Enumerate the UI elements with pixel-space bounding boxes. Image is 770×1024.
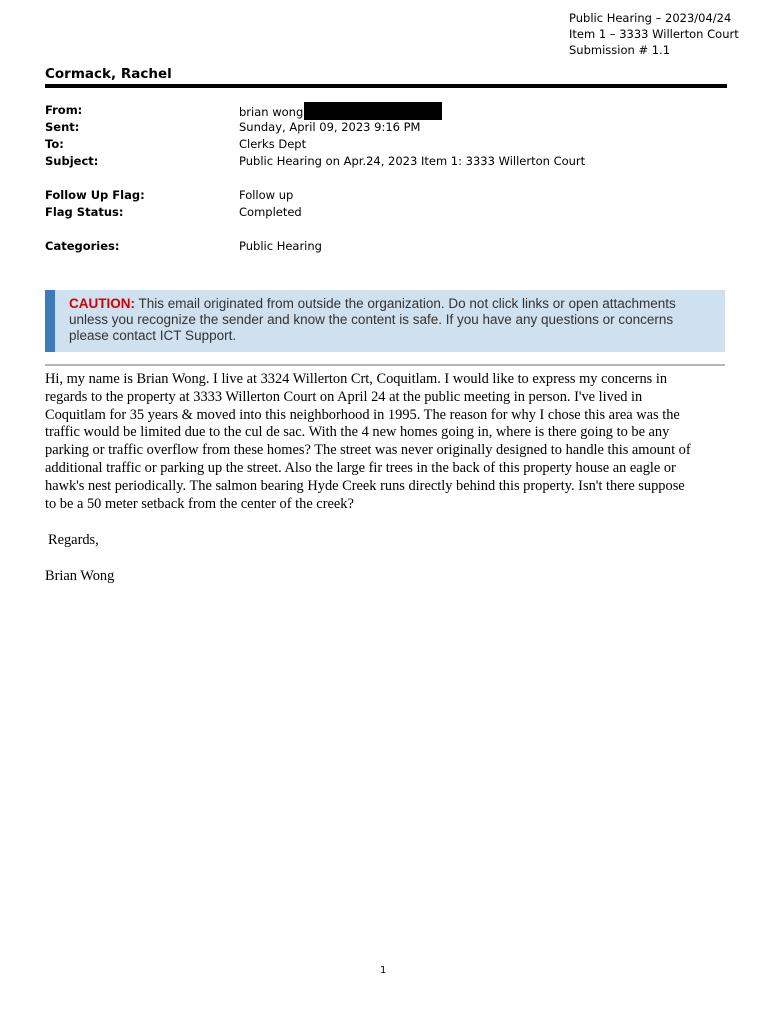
body-line: additional traffic or parking up the street. Also the large fir trees in the back of this property house an eagle or — [45, 459, 676, 476]
stamp-line-item: Item 1 – 3333 Willerton Court — [569, 27, 739, 41]
sent-row — [45, 119, 735, 136]
categories-value: Public Hearing — [239, 239, 322, 253]
header-gap — [45, 221, 735, 238]
submission-stamp — [569, 10, 739, 58]
email-headers — [45, 102, 735, 255]
page-number: 1 — [380, 965, 387, 976]
redacted-email-block — [304, 102, 442, 120]
sent-label: Sent: — [45, 120, 80, 134]
body-line: Hi, my name is Brian Wong. I live at 3324 Willerton Crt, Coquitlam. I would like to express my concerns in — [45, 371, 668, 387]
subject-row — [45, 153, 735, 170]
body-line: regards to the property at 3333 Willerton Court on April 24 at the public meeting in person. I've lived in — [45, 388, 643, 405]
signature-name: Brian Wong — [45, 568, 115, 584]
to-label: To: — [45, 137, 64, 151]
email-body — [45, 371, 735, 513]
caution-text — [69, 296, 709, 344]
caution-line-1 — [69, 296, 709, 312]
stamp-line-submission: Submission # 1.1 — [569, 43, 671, 57]
closing-regards: Regards, — [48, 532, 99, 548]
categories-row — [45, 238, 735, 255]
from-row — [45, 102, 735, 119]
to-row — [45, 136, 735, 153]
to-value: Clerks Dept — [239, 137, 307, 151]
flag-status-row — [45, 204, 735, 221]
body-line: traffic would be limited due to the cul de sac. With the 4 new homes going in, where is there going to be any — [45, 424, 670, 441]
sent-value: Sunday, April 09, 2023 9:16 PM — [239, 120, 421, 134]
caution-title: CAUTION: — [69, 296, 135, 311]
follow-up-flag-row — [45, 187, 735, 204]
categories-label: Categories: — [45, 239, 120, 253]
caution-accent-bar — [45, 290, 55, 352]
body-line: hawk's nest periodically. The salmon bearing Hyde Creek runs directly behind this property. Isn't there suppose — [45, 477, 685, 494]
header-gap — [45, 170, 735, 187]
follow-up-flag-label: Follow Up Flag: — [45, 188, 145, 202]
header-divider — [45, 84, 727, 88]
mailbox-owner-name: Cormack, Rachel — [45, 66, 172, 82]
caution-line-1-text: This email originated from outside the organization. Do not click links or open attachments — [135, 296, 676, 311]
caution-line-3: please contact ICT Support. — [69, 328, 237, 343]
external-email-caution-banner — [45, 290, 725, 352]
from-label: From: — [45, 103, 83, 117]
follow-up-flag-value: Follow up — [239, 188, 294, 202]
from-value: brian wong — [239, 105, 304, 119]
stamp-line-hearing: Public Hearing – 2023/04/24 — [569, 11, 732, 25]
flag-status-label: Flag Status: — [45, 205, 124, 219]
flag-status-value: Completed — [239, 205, 302, 219]
caution-line-2: unless you recognize the sender and know the content is safe. If you have any questions or concerns — [69, 312, 674, 327]
subject-label: Subject: — [45, 154, 99, 168]
body-line: Coquitlam for 35 years & moved into this neighborhood in 1995. The reason for why I chose this area was the — [45, 406, 680, 423]
body-line: parking or traffic overflow from these homes? The street was never originally designed to handle this amount of — [45, 442, 691, 459]
subject-value: Public Hearing on Apr.24, 2023 Item 1: 3333 Willerton Court — [239, 154, 586, 168]
body-line: to be a 50 meter setback from the center of the creek? — [45, 495, 354, 512]
body-divider — [45, 364, 725, 366]
